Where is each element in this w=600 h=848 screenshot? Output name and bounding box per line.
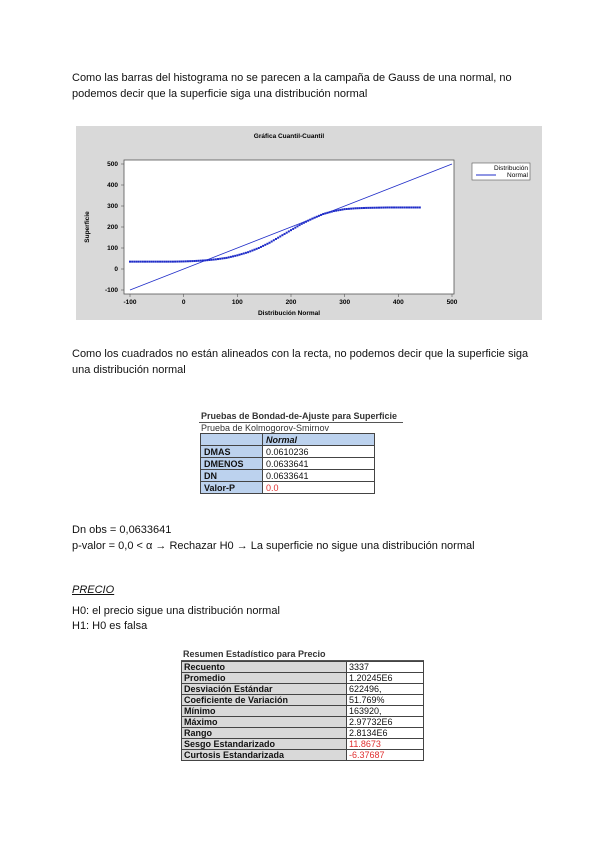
data-point-interp [417, 206, 419, 208]
data-point [161, 261, 163, 263]
summary-value: 2.97732E6 [347, 717, 424, 728]
summary-label: Recuento [182, 662, 347, 673]
data-point [376, 207, 378, 209]
table-row [182, 695, 424, 706]
ks-pvalue: 0.0 [263, 482, 375, 494]
data-point-interp [326, 212, 328, 214]
data-point [236, 254, 238, 256]
data-point-interp [133, 261, 135, 263]
data-point [140, 261, 142, 263]
data-point-interp [157, 261, 159, 263]
summary-value: 51.769% [347, 695, 424, 706]
data-point-interp [277, 237, 279, 239]
data-point-interp [163, 261, 165, 263]
hypothesis-h1: H1: H0 es falsa [72, 620, 148, 632]
ks-row-label: Valor-P [201, 482, 263, 494]
data-point [204, 259, 206, 261]
summary-value: 2.8134E6 [347, 728, 424, 739]
ks-row-label: DMENOS [201, 458, 263, 470]
data-point-interp [314, 217, 316, 219]
data-point-interp [170, 261, 172, 263]
data-point-interp [367, 207, 369, 209]
data-point [397, 206, 399, 208]
data-point-interp [331, 211, 333, 213]
y-tick-label: -100 [104, 287, 118, 294]
data-point-interp [415, 206, 417, 208]
x-tick-label: 500 [446, 299, 458, 306]
data-point-interp [288, 230, 290, 232]
data-point-interp [286, 232, 288, 234]
data-point-interp [296, 225, 298, 227]
data-point-interp [219, 258, 221, 260]
data-point [247, 251, 249, 253]
data-point-interp [245, 252, 247, 254]
data-point-interp [299, 224, 301, 226]
data-point-interp [138, 261, 140, 263]
summary-value-kurtosis: -6.37687 [347, 750, 424, 761]
data-point-interp [148, 261, 150, 263]
data-point-interp [232, 255, 234, 257]
table-row [182, 684, 424, 695]
table-row [201, 446, 375, 458]
data-point-interp [335, 210, 337, 212]
table-row [182, 706, 424, 717]
summary-value: 163920, [347, 706, 424, 717]
data-point-interp [320, 214, 322, 216]
x-tick-label: 400 [392, 299, 404, 306]
data-point-interp [198, 260, 200, 262]
data-point [193, 260, 195, 262]
data-point-interp [262, 245, 264, 247]
table-row [201, 458, 375, 470]
data-point-interp [284, 233, 286, 235]
intro-paragraph: Como las barras del histograma no se parecen a la campaña de Gauss de una normal, no podemos decir que la superficie siga una distribución normal [72, 72, 512, 100]
data-point [183, 260, 185, 262]
x-tick-label: 200 [285, 299, 297, 306]
x-tick-label: 0 [181, 299, 186, 306]
data-point-interp [264, 244, 266, 246]
legend-entry: Normal [507, 172, 528, 179]
section-heading-precio: PRECIO [72, 584, 115, 596]
data-point [419, 206, 421, 208]
data-point-interp [196, 260, 198, 262]
data-point-interp [174, 261, 176, 263]
data-point [387, 206, 389, 208]
squares-paragraph: Como los cuadrados no están alineados con la recta, no podemos decir que la superficie siga una distribución normal [72, 348, 529, 376]
summary-table-title: Resumen Estadístico para Precio [181, 648, 424, 661]
data-point-interp [168, 261, 170, 263]
data-point-interp [329, 211, 331, 213]
y-tick-label: 400 [107, 182, 118, 189]
data-point-interp [241, 253, 243, 255]
data-point [365, 207, 367, 209]
data-point-interp [146, 261, 148, 263]
data-point [279, 235, 281, 237]
data-point-interp [238, 254, 240, 256]
data-point-interp [178, 261, 180, 263]
data-point-interp [378, 207, 380, 209]
data-point [290, 229, 292, 231]
summary-label: Rango [182, 728, 347, 739]
data-point-interp [384, 207, 386, 209]
data-point-interp [395, 206, 397, 208]
data-point-interp [249, 250, 251, 252]
data-point-interp [389, 206, 391, 208]
data-point-interp [181, 260, 183, 262]
summary-value: 622496, [347, 684, 424, 695]
data-point-interp [305, 221, 307, 223]
data-point [322, 213, 324, 215]
data-point [226, 257, 228, 259]
ks-table [199, 410, 403, 494]
data-point-interp [217, 258, 219, 260]
summary-label: Mínimo [182, 706, 347, 717]
summary-table [181, 648, 424, 761]
ks-row-value: 0.0633641 [263, 470, 375, 482]
data-point [172, 261, 174, 263]
data-point [258, 247, 260, 249]
y-tick-label: 200 [107, 224, 118, 231]
data-point-interp [131, 261, 133, 263]
data-point-interp [191, 260, 193, 262]
table-row [182, 728, 424, 739]
data-point [408, 206, 410, 208]
pvalue-line: p-valor = 0,0 < α → Rechazar H0 → La superficie no sigue una distribución normal [72, 540, 475, 552]
data-point-interp [357, 207, 359, 209]
ks-header-normal: Normal [263, 434, 375, 446]
summary-label: Máximo [182, 717, 347, 728]
data-point-interp [399, 206, 401, 208]
data-point-interp [200, 260, 202, 262]
data-point-interp [391, 206, 393, 208]
summary-value-skew: 11.8673 [347, 739, 424, 750]
data-point-interp [144, 261, 146, 263]
data-point-interp [142, 261, 144, 263]
data-point-interp [254, 249, 256, 251]
data-point [301, 223, 303, 225]
summary-label: Sesgo Estandarizado [182, 739, 347, 750]
summary-label: Desviación Estándar [182, 684, 347, 695]
data-point [129, 261, 131, 263]
y-tick-label: 0 [114, 266, 118, 273]
data-point-interp [318, 215, 320, 217]
data-point [150, 261, 152, 263]
summary-label: Coeficiente de Variación [182, 695, 347, 706]
data-point-interp [393, 206, 395, 208]
qq-chart [76, 126, 542, 320]
qq-chart-svg [76, 126, 542, 320]
data-point-interp [189, 260, 191, 262]
data-point-interp [337, 209, 339, 211]
data-point [333, 210, 335, 212]
table-row [182, 750, 424, 761]
y-axis-label: Superficie [84, 211, 91, 243]
data-point-interp [176, 261, 178, 263]
ks-row-value: 0.0610236 [263, 446, 375, 458]
data-point-interp [412, 206, 414, 208]
data-point [344, 208, 346, 210]
data-point-interp [153, 261, 155, 263]
data-point-interp [382, 207, 384, 209]
data-point-interp [346, 208, 348, 210]
data-point-interp [165, 261, 167, 263]
data-point [269, 242, 271, 244]
data-point-interp [404, 206, 406, 208]
data-point-interp [230, 256, 232, 258]
data-point-interp [251, 250, 253, 252]
chart-title: Gráfica Cuantil-Cuantil [253, 133, 325, 140]
ks-table-title: Pruebas de Bondad-de-Ajuste para Superficie [199, 410, 403, 423]
y-tick-label: 100 [107, 245, 118, 252]
ks-row-label: DMAS [201, 446, 263, 458]
data-point-interp [352, 207, 354, 209]
data-point-interp [273, 239, 275, 241]
data-point-interp [361, 207, 363, 209]
x-axis-label: Distribución Normal [257, 310, 321, 317]
data-point-interp [410, 206, 412, 208]
data-point-interp [260, 246, 262, 248]
x-tick-label: -100 [123, 299, 137, 306]
summary-value: 3337 [347, 662, 424, 673]
data-point-interp [185, 260, 187, 262]
summary-label: Promedio [182, 673, 347, 684]
data-point-interp [281, 234, 283, 236]
x-tick-label: 300 [339, 299, 351, 306]
data-point-interp [380, 207, 382, 209]
hypothesis-h0: H0: el precio sigue una distribución normal [72, 605, 280, 617]
data-point-interp [159, 261, 161, 263]
y-tick-label: 300 [107, 203, 118, 210]
data-point-interp [406, 206, 408, 208]
table-row [182, 673, 424, 684]
data-point-interp [266, 243, 268, 245]
data-point [354, 207, 356, 209]
data-point-interp [372, 207, 374, 209]
data-point-interp [213, 259, 215, 261]
data-point [311, 218, 313, 220]
ks-table-subtitle: Prueba de Kolmogorov-Smirnov [201, 423, 330, 433]
data-point-interp [342, 209, 344, 211]
data-point-interp [303, 222, 305, 224]
data-point-interp [223, 257, 225, 259]
data-point-interp [228, 256, 230, 258]
data-point-interp [307, 220, 309, 222]
data-point-interp [135, 261, 137, 263]
data-point-interp [211, 259, 213, 261]
data-point-interp [348, 208, 350, 210]
data-point-interp [208, 259, 210, 261]
ks-row-value: 0.0633641 [263, 458, 375, 470]
data-point-interp [350, 208, 352, 210]
plot-area [124, 160, 454, 294]
data-point-interp [243, 252, 245, 254]
data-point-interp [374, 207, 376, 209]
data-point-interp [292, 228, 294, 230]
y-tick-label: 500 [107, 161, 118, 168]
table-row [201, 482, 375, 494]
table-row [201, 470, 375, 482]
data-point-interp [316, 216, 318, 218]
data-point-interp [234, 255, 236, 257]
summary-value: 1.20245E6 [347, 673, 424, 684]
table-row [182, 717, 424, 728]
dn-obs-line: Dn obs = 0,0633641 [72, 524, 172, 536]
data-point-interp [187, 260, 189, 262]
legend-title: Distribución [494, 165, 528, 172]
data-point-interp [324, 212, 326, 214]
data-point-interp [294, 227, 296, 229]
ks-header-empty [201, 434, 263, 446]
data-point-interp [271, 240, 273, 242]
table-row [182, 739, 424, 750]
data-point-interp [369, 207, 371, 209]
data-point-interp [155, 261, 157, 263]
data-point-interp [402, 206, 404, 208]
data-point-interp [339, 209, 341, 211]
data-point-interp [221, 257, 223, 259]
data-point-interp [363, 207, 365, 209]
ks-table-grid [200, 433, 375, 494]
summary-table-grid [181, 661, 424, 761]
data-point-interp [359, 207, 361, 209]
data-point-interp [275, 238, 277, 240]
x-tick-label: 100 [231, 299, 243, 306]
data-point-interp [202, 260, 204, 262]
table-row [182, 662, 424, 673]
data-point-interp [309, 219, 311, 221]
data-point-interp [206, 259, 208, 261]
data-point-interp [256, 248, 258, 250]
summary-label: Curtosis Estandarizada [182, 750, 347, 761]
ks-row-label: DN [201, 470, 263, 482]
data-point [215, 258, 217, 260]
